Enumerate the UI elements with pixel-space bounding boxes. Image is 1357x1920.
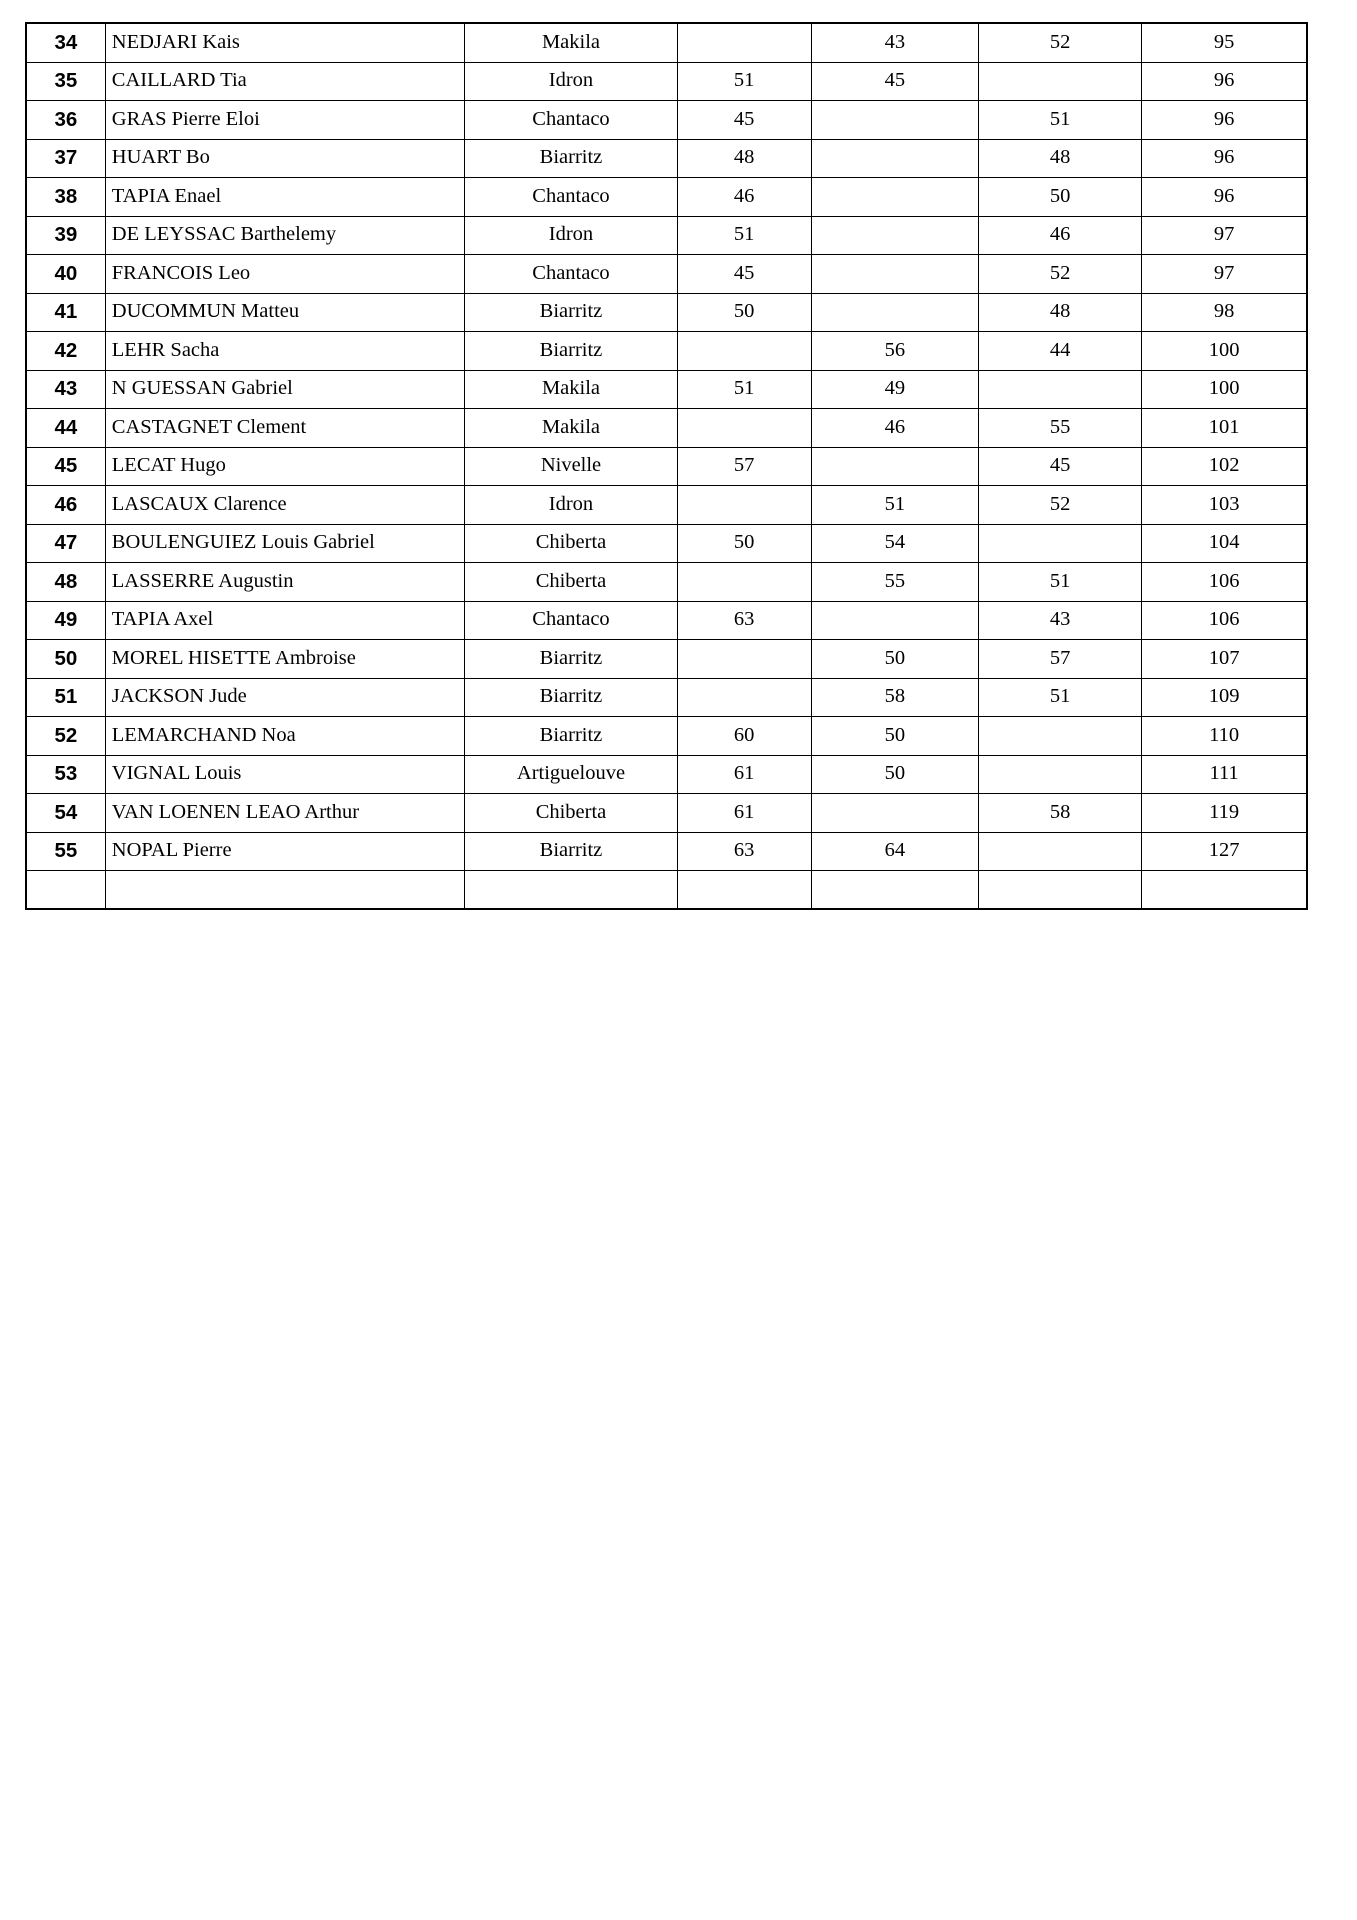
table-cell-total: 106 <box>1142 563 1307 602</box>
table-row <box>26 678 1307 717</box>
results-table <box>25 22 1308 910</box>
table-cell-score2: 58 <box>811 678 979 717</box>
table-cell-score1: 51 <box>677 216 811 255</box>
table-cell-rank <box>26 871 105 910</box>
table-cell-score1: 46 <box>677 178 811 217</box>
table-cell-rank: 46 <box>26 486 105 525</box>
table-cell-rank: 34 <box>26 23 105 62</box>
table-row <box>26 447 1307 486</box>
table-cell-club: Chantaco <box>465 601 677 640</box>
table-cell-total: 96 <box>1142 62 1307 101</box>
table-cell-club: Nivelle <box>465 447 677 486</box>
table-cell-score3: 45 <box>979 447 1142 486</box>
table-cell-score1: 51 <box>677 370 811 409</box>
table-cell-score2: 46 <box>811 409 979 448</box>
table-cell-score1 <box>677 563 811 602</box>
table-cell-name: BOULENGUIEZ Louis Gabriel <box>105 524 465 563</box>
table-cell-score1: 50 <box>677 293 811 332</box>
table-cell-score1: 57 <box>677 447 811 486</box>
table-cell-score2 <box>811 216 979 255</box>
table-cell-score2: 50 <box>811 755 979 794</box>
table-cell-score3 <box>979 370 1142 409</box>
table-cell-name: JACKSON Jude <box>105 678 465 717</box>
table-cell-rank: 47 <box>26 524 105 563</box>
table-cell-total: 95 <box>1142 23 1307 62</box>
table-cell-total: 110 <box>1142 717 1307 756</box>
table-cell-total: 96 <box>1142 139 1307 178</box>
table-cell-name: TAPIA Axel <box>105 601 465 640</box>
table-cell-name: MOREL HISETTE Ambroise <box>105 640 465 679</box>
table-cell-name: DE LEYSSAC Barthelemy <box>105 216 465 255</box>
results-table-body <box>26 23 1307 909</box>
table-cell-total: 100 <box>1142 332 1307 371</box>
table-row <box>26 332 1307 371</box>
table-cell-score1: 61 <box>677 755 811 794</box>
table-cell-rank: 35 <box>26 62 105 101</box>
table-cell-club <box>465 871 677 910</box>
table-cell-club: Chiberta <box>465 524 677 563</box>
table-cell-score3: 52 <box>979 23 1142 62</box>
table-cell-club: Biarritz <box>465 717 677 756</box>
table-cell-score3 <box>979 871 1142 910</box>
table-cell-score2 <box>811 447 979 486</box>
table-cell-rank: 50 <box>26 640 105 679</box>
table-cell-score3: 58 <box>979 794 1142 833</box>
table-row <box>26 23 1307 62</box>
table-cell-score3 <box>979 755 1142 794</box>
table-cell-score3 <box>979 832 1142 871</box>
table-cell-total: 107 <box>1142 640 1307 679</box>
table-cell-name: TAPIA Enael <box>105 178 465 217</box>
table-cell-club: Makila <box>465 23 677 62</box>
table-cell-score2 <box>811 794 979 833</box>
table-cell-total: 103 <box>1142 486 1307 525</box>
table-cell-score3: 50 <box>979 178 1142 217</box>
table-cell-score2 <box>811 178 979 217</box>
table-row <box>26 871 1307 910</box>
table-cell-club: Biarritz <box>465 332 677 371</box>
table-row <box>26 370 1307 409</box>
table-cell-score2 <box>811 101 979 140</box>
table-cell-name <box>105 871 465 910</box>
table-row <box>26 62 1307 101</box>
table-row <box>26 101 1307 140</box>
table-cell-score1: 63 <box>677 601 811 640</box>
table-cell-rank: 54 <box>26 794 105 833</box>
table-cell-score3: 57 <box>979 640 1142 679</box>
table-cell-total: 97 <box>1142 216 1307 255</box>
table-cell-name: NOPAL Pierre <box>105 832 465 871</box>
table-cell-club: Chantaco <box>465 101 677 140</box>
table-cell-score2: 55 <box>811 563 979 602</box>
table-cell-score1: 48 <box>677 139 811 178</box>
table-cell-total: 96 <box>1142 178 1307 217</box>
table-cell-name: LASCAUX Clarence <box>105 486 465 525</box>
table-cell-name: VIGNAL Louis <box>105 755 465 794</box>
table-cell-club: Makila <box>465 370 677 409</box>
table-cell-club: Biarritz <box>465 678 677 717</box>
table-row <box>26 832 1307 871</box>
table-cell-score1 <box>677 332 811 371</box>
table-cell-club: Idron <box>465 486 677 525</box>
table-cell-rank: 40 <box>26 255 105 294</box>
table-cell-score2 <box>811 255 979 294</box>
table-cell-score1 <box>677 23 811 62</box>
table-cell-score2: 49 <box>811 370 979 409</box>
table-cell-rank: 51 <box>26 678 105 717</box>
table-cell-score1 <box>677 409 811 448</box>
table-cell-total: 109 <box>1142 678 1307 717</box>
table-cell-score2 <box>811 293 979 332</box>
table-cell-score3: 48 <box>979 293 1142 332</box>
table-cell-rank: 52 <box>26 717 105 756</box>
table-cell-rank: 45 <box>26 447 105 486</box>
table-row <box>26 640 1307 679</box>
table-cell-score2: 56 <box>811 332 979 371</box>
table-cell-club: Makila <box>465 409 677 448</box>
table-cell-total: 98 <box>1142 293 1307 332</box>
table-cell-score1 <box>677 871 811 910</box>
table-cell-rank: 55 <box>26 832 105 871</box>
table-cell-name: CASTAGNET Clement <box>105 409 465 448</box>
table-cell-club: Chiberta <box>465 794 677 833</box>
table-cell-score1 <box>677 640 811 679</box>
table-cell-total: 111 <box>1142 755 1307 794</box>
table-cell-score3 <box>979 717 1142 756</box>
table-cell-score3: 46 <box>979 216 1142 255</box>
table-row <box>26 293 1307 332</box>
table-cell-rank: 48 <box>26 563 105 602</box>
table-row <box>26 139 1307 178</box>
table-cell-score2: 54 <box>811 524 979 563</box>
table-cell-score1: 51 <box>677 62 811 101</box>
table-cell-rank: 41 <box>26 293 105 332</box>
table-cell-name: N GUESSAN Gabriel <box>105 370 465 409</box>
table-cell-score2: 50 <box>811 717 979 756</box>
table-cell-score1: 45 <box>677 255 811 294</box>
table-cell-club: Biarritz <box>465 640 677 679</box>
table-cell-total: 96 <box>1142 101 1307 140</box>
table-cell-score1: 60 <box>677 717 811 756</box>
table-cell-total: 127 <box>1142 832 1307 871</box>
table-cell-club: Chantaco <box>465 255 677 294</box>
table-cell-score2: 45 <box>811 62 979 101</box>
table-cell-club: Biarritz <box>465 139 677 178</box>
table-row <box>26 563 1307 602</box>
table-cell-club: Biarritz <box>465 832 677 871</box>
table-cell-score1 <box>677 486 811 525</box>
table-cell-score3 <box>979 62 1142 101</box>
table-row <box>26 601 1307 640</box>
table-row <box>26 178 1307 217</box>
table-cell-rank: 44 <box>26 409 105 448</box>
table-cell-score3: 55 <box>979 409 1142 448</box>
table-cell-rank: 49 <box>26 601 105 640</box>
table-cell-club: Idron <box>465 62 677 101</box>
table-row <box>26 524 1307 563</box>
table-row <box>26 216 1307 255</box>
table-cell-name: NEDJARI Kais <box>105 23 465 62</box>
table-cell-club: Idron <box>465 216 677 255</box>
table-row <box>26 794 1307 833</box>
table-row <box>26 409 1307 448</box>
table-cell-score3: 44 <box>979 332 1142 371</box>
table-cell-name: LECAT Hugo <box>105 447 465 486</box>
table-cell-rank: 53 <box>26 755 105 794</box>
table-cell-total: 106 <box>1142 601 1307 640</box>
table-cell-club: Artiguelouve <box>465 755 677 794</box>
table-cell-score3: 43 <box>979 601 1142 640</box>
table-cell-score2 <box>811 871 979 910</box>
table-cell-score3: 51 <box>979 563 1142 602</box>
table-cell-name: LEHR Sacha <box>105 332 465 371</box>
table-cell-score3: 51 <box>979 101 1142 140</box>
table-cell-rank: 43 <box>26 370 105 409</box>
table-row <box>26 486 1307 525</box>
table-cell-score3: 51 <box>979 678 1142 717</box>
table-cell-rank: 42 <box>26 332 105 371</box>
table-row <box>26 255 1307 294</box>
table-cell-score1: 45 <box>677 101 811 140</box>
table-cell-total: 100 <box>1142 370 1307 409</box>
table-cell-total: 101 <box>1142 409 1307 448</box>
table-cell-score2: 51 <box>811 486 979 525</box>
table-cell-rank: 39 <box>26 216 105 255</box>
table-cell-score3: 48 <box>979 139 1142 178</box>
table-cell-score2 <box>811 601 979 640</box>
table-cell-total: 97 <box>1142 255 1307 294</box>
table-cell-name: VAN LOENEN LEAO Arthur <box>105 794 465 833</box>
table-cell-total <box>1142 871 1307 910</box>
table-cell-score3: 52 <box>979 255 1142 294</box>
table-cell-club: Chiberta <box>465 563 677 602</box>
table-cell-total: 102 <box>1142 447 1307 486</box>
table-cell-score1: 61 <box>677 794 811 833</box>
table-cell-rank: 38 <box>26 178 105 217</box>
table-cell-rank: 36 <box>26 101 105 140</box>
table-row <box>26 717 1307 756</box>
table-cell-score1 <box>677 678 811 717</box>
table-cell-score2: 64 <box>811 832 979 871</box>
table-cell-score1: 50 <box>677 524 811 563</box>
table-cell-score2: 43 <box>811 23 979 62</box>
table-cell-name: HUART Bo <box>105 139 465 178</box>
table-cell-score2: 50 <box>811 640 979 679</box>
table-cell-total: 119 <box>1142 794 1307 833</box>
table-cell-score3: 52 <box>979 486 1142 525</box>
table-cell-score3 <box>979 524 1142 563</box>
table-cell-club: Biarritz <box>465 293 677 332</box>
table-cell-name: GRAS Pierre Eloi <box>105 101 465 140</box>
table-cell-name: CAILLARD Tia <box>105 62 465 101</box>
table-cell-name: FRANCOIS Leo <box>105 255 465 294</box>
table-cell-score2 <box>811 139 979 178</box>
table-row <box>26 755 1307 794</box>
table-cell-name: LASSERRE Augustin <box>105 563 465 602</box>
table-cell-total: 104 <box>1142 524 1307 563</box>
table-cell-rank: 37 <box>26 139 105 178</box>
table-cell-name: LEMARCHAND Noa <box>105 717 465 756</box>
table-cell-name: DUCOMMUN Matteu <box>105 293 465 332</box>
table-cell-club: Chantaco <box>465 178 677 217</box>
table-cell-score1: 63 <box>677 832 811 871</box>
